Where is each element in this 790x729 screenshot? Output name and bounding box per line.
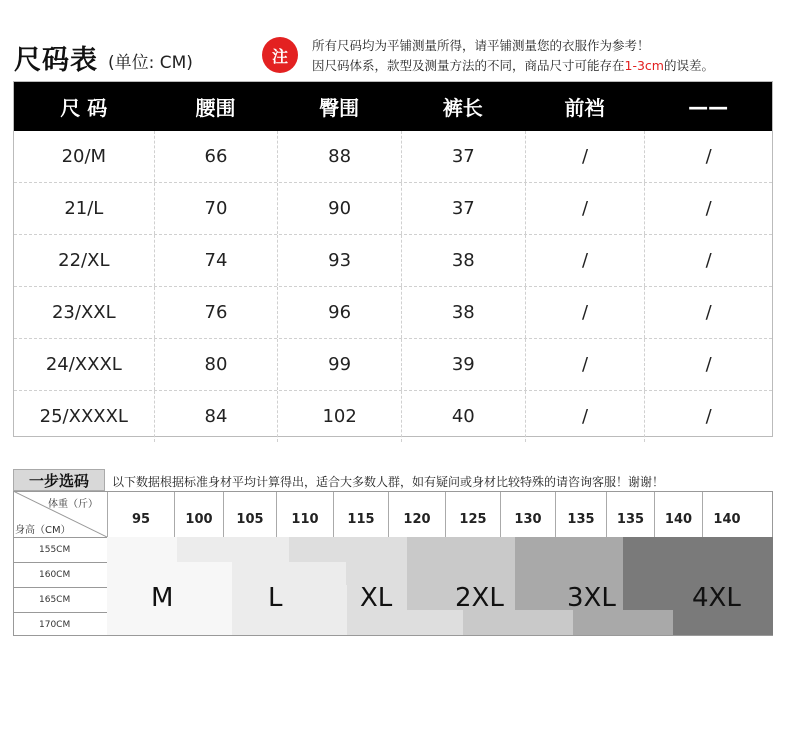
size-zone-2xl	[463, 610, 573, 635]
table-cell: 80	[154, 339, 278, 390]
size-label-xl: XL	[360, 583, 393, 613]
weight-cell: 135	[555, 492, 606, 537]
table-cell: /	[644, 391, 772, 442]
table-cell: 24/XXXL	[45, 354, 122, 375]
table-cell: 66	[154, 131, 278, 182]
size-label-2xl: 2XL	[455, 583, 504, 613]
size-label-m: M	[151, 583, 174, 613]
note-line-2-end: 的误差。	[663, 58, 714, 73]
table-cell: 38	[401, 287, 525, 338]
table-cell: 20/M	[61, 146, 107, 167]
table-cell: 96	[277, 287, 401, 338]
weight-cell: 140	[702, 492, 751, 537]
size-zone-4xl	[673, 610, 773, 635]
size-table	[13, 81, 773, 437]
weight-cell: 95	[107, 492, 174, 537]
table-cell: /	[525, 235, 645, 286]
size-table-header	[14, 82, 772, 131]
table-row	[14, 234, 772, 286]
height-row: 155CM	[13, 537, 107, 562]
table-cell: /	[525, 287, 645, 338]
size-label-4xl: 4XL	[692, 583, 741, 613]
table-cell: /	[644, 339, 772, 390]
page-title: 尺码表	[14, 45, 98, 76]
size-label-l: L	[268, 583, 283, 613]
table-cell: 39	[401, 339, 525, 390]
guide-note: 以下数据根据标准身材平均计算得出，适合大多数人群，如有疑问或身材比较特殊的请咨询客服！谢谢！	[112, 475, 665, 489]
weight-label: 体重（斤）	[48, 499, 98, 510]
height-row: 170CM	[13, 612, 107, 637]
unit-label: (单位: CM)	[108, 53, 193, 73]
weight-cell: 135	[606, 492, 654, 537]
note-line-2-text: 因尺码体系，款型及测量方法的不同，商品尺寸可能存在	[312, 58, 625, 73]
table-row	[14, 338, 772, 390]
table-cell: /	[525, 131, 645, 182]
table-cell: 74	[154, 235, 278, 286]
header-length: 裤长	[442, 96, 483, 120]
table-cell: 88	[277, 131, 401, 182]
size-zone-m	[177, 562, 232, 635]
size-zone-xl	[407, 610, 463, 635]
table-cell: 25/XXXXL	[39, 406, 128, 427]
table-row	[14, 131, 772, 182]
table-cell: 22/XL	[58, 250, 110, 271]
error-range: 1-3cm	[624, 58, 664, 73]
note-line-1: 所有尺码均为平铺测量所得，请平铺测量您的衣服作为参考！	[312, 38, 650, 53]
table-cell: 93	[277, 235, 401, 286]
table-cell: /	[644, 287, 772, 338]
table-cell: 21/L	[64, 198, 104, 219]
height-row: 165CM	[13, 587, 107, 612]
table-cell: /	[525, 183, 645, 234]
note-line-2	[312, 56, 714, 76]
table-cell: 76	[154, 287, 278, 338]
size-label-3xl: 3XL	[567, 583, 616, 613]
weight-header-row	[107, 492, 751, 537]
table-cell: /	[525, 391, 645, 442]
weight-cell: 115	[333, 492, 388, 537]
table-cell: 38	[401, 235, 525, 286]
weight-cell: 130	[500, 492, 555, 537]
table-cell: 99	[277, 339, 401, 390]
table-row	[14, 390, 772, 442]
weight-cell: 105	[223, 492, 276, 537]
table-row	[14, 182, 772, 234]
table-cell: 90	[277, 183, 401, 234]
table-cell: /	[644, 235, 772, 286]
table-cell: 102	[277, 391, 401, 442]
weight-cell: 120	[388, 492, 445, 537]
size-zone-xl	[346, 562, 407, 585]
table-cell: 70	[154, 183, 278, 234]
size-zone-xl	[289, 537, 407, 562]
table-row	[14, 286, 772, 338]
table-cell: /	[644, 131, 772, 182]
table-cell: 40	[401, 391, 525, 442]
header-size: 尺 码	[60, 96, 108, 120]
weight-cell: 140	[654, 492, 702, 537]
size-zone-l	[289, 585, 347, 635]
height-label: 身高（CM）	[15, 525, 71, 536]
guide-title: 一步选码	[13, 469, 105, 491]
note-badge: 注	[262, 37, 298, 73]
header-blank: ——	[688, 94, 729, 119]
height-row: 160CM	[13, 562, 107, 587]
header-waist: 腰围	[195, 96, 236, 120]
weight-cell: 100	[174, 492, 223, 537]
measurement-note	[312, 36, 714, 76]
weight-cell: 110	[276, 492, 333, 537]
table-cell: 37	[401, 183, 525, 234]
size-zone-l	[289, 562, 346, 585]
table-cell: /	[525, 339, 645, 390]
table-cell: 37	[401, 131, 525, 182]
header-front-rise: 前裆	[564, 96, 605, 120]
weight-cell: 125	[445, 492, 500, 537]
size-zone-3xl	[573, 610, 673, 635]
table-cell: 84	[154, 391, 278, 442]
table-cell: /	[644, 183, 772, 234]
table-cell: 23/XXL	[51, 302, 116, 323]
header-hip: 臀围	[319, 96, 360, 120]
